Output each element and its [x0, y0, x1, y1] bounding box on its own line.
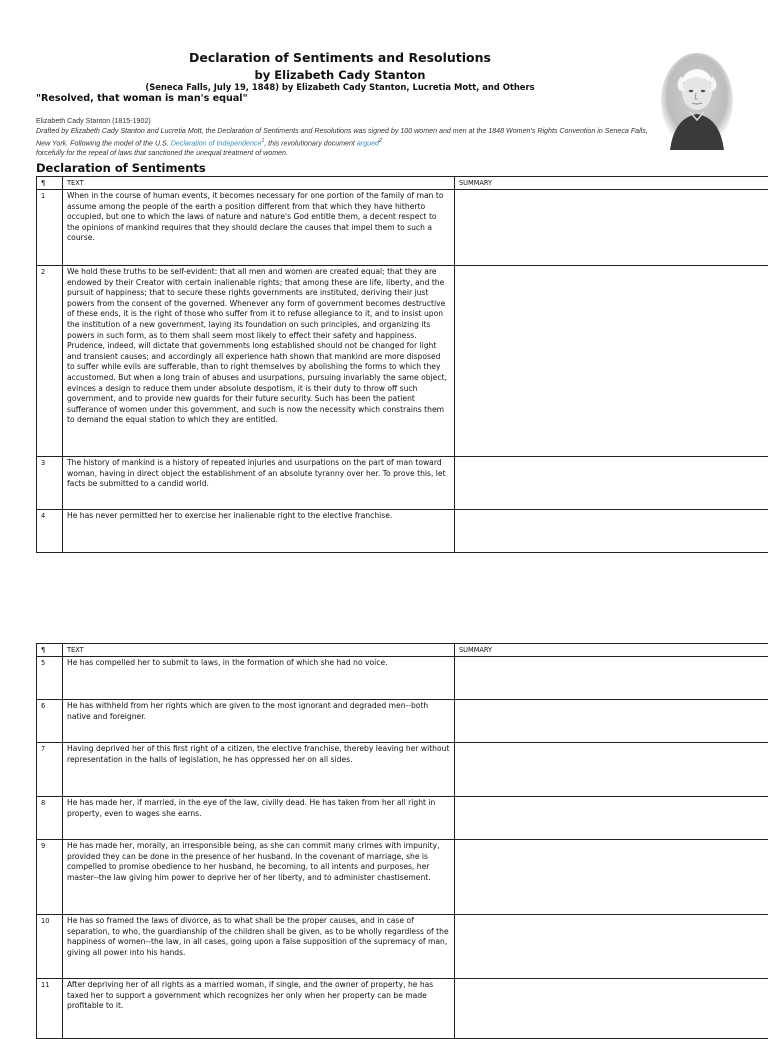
- table-row: [37, 915, 768, 979]
- row-text: The history of mankind is a history of repeated injuries and usurpations on the part of man toward woman, having in direct object the establishment of an absolute tyranny over her. To prove this, let facts be submitted to a candid world.: [63, 457, 455, 510]
- row-text: He has made her, morally, an irresponsible being, as she can commit many crimes with impunity, provided they can be done in the presence of her husband. In the covenant of marriage, she is compelled to promise obedience to her husband, he becoming, to all intents and purposes, her master--the law giving him power to deprive her of her liberty, and to administer chastisement.: [63, 840, 455, 915]
- row-text: He has so framed the laws of divorce, as to what shall be the proper causes, and in case of separation, to who, the guardianship of the children shall be given, as to be wholly regardless of the happiness of women--the law, in all cases, going upon a false supposition of the supremacy of man, giving all power into his hands.: [63, 915, 455, 979]
- row-summary-cell[interactable]: [455, 840, 768, 915]
- row-summary-cell[interactable]: [455, 979, 768, 1039]
- argued-link[interactable]: argued: [357, 139, 379, 147]
- row-number: 10: [37, 915, 63, 979]
- document-byline: by Elizabeth Cady Stanton: [0, 68, 680, 82]
- row-number: 1: [37, 190, 63, 266]
- col-header-num: ¶: [37, 177, 63, 190]
- col-header-text: TEXT: [63, 644, 455, 657]
- row-summary-cell[interactable]: [455, 457, 768, 510]
- section-heading: Declaration of Sentiments: [36, 161, 206, 175]
- row-number: 7: [37, 743, 63, 797]
- row-number: 4: [37, 510, 63, 553]
- table-row: [37, 190, 768, 266]
- row-summary-cell[interactable]: [455, 190, 768, 266]
- row-summary-cell[interactable]: [455, 797, 768, 840]
- table-row: [37, 979, 768, 1039]
- description-part-3: forcefully for the repeal of laws that sanctioned the unequal treatment of women.: [36, 148, 656, 158]
- col-header-summary: SUMMARY: [455, 177, 768, 190]
- sentiments-table-2: [36, 643, 768, 1039]
- resolution-quote: "Resolved, that woman is man's equal": [36, 93, 248, 104]
- footnote-2[interactable]: 2: [379, 138, 382, 144]
- table-header-row: [37, 177, 768, 190]
- row-summary-cell[interactable]: [455, 266, 768, 457]
- footnote-1[interactable]: 1: [261, 138, 264, 144]
- row-number: 2: [37, 266, 63, 457]
- document-subtitle: (Seneca Falls, July 19, 1848) by Elizabeth Cady Stanton, Lucretia Mott, and Others: [0, 82, 680, 92]
- table-row: [37, 840, 768, 915]
- portrait-image: [660, 52, 734, 150]
- row-number: 6: [37, 700, 63, 743]
- row-text: We hold these truths to be self-evident: that all men and women are created equal; that they are endowed by their Creator with certain inalienable rights; that among these are life, liberty, and the pursuit of happiness; that to secure these rights governments are instituted, deriving their just powers from the consent of the governed. Whenever any form of government becomes destructive of these ends, it is the right of those who suffer from it to refuse allegiance to it, and to insist upon the institution of a new government, laying its foundation on such principles, and organizing its powers in such form, as to them shall seem most likely to effect their safety and happiness. Prudence, indeed, will dictate that governments long established should not be changed for light and transient causes; and accordingly all experience hath shown that mankind are more disposed to suffer while evils are sufferable, than to right themselves by abolishing the forms to which they accustomed. But when a long train of abuses and usurpations, pursuing invariably the same object, evinces a design to reduce them under absolute despotism, it is their duty to throw off such government, and to provide new guards for their future security. Such has been the patient sufferance of women under this government, and such is now the necessity which constrains them to demand the equal station to which they are entitled.: [63, 266, 455, 457]
- row-summary-cell[interactable]: [455, 915, 768, 979]
- row-summary-cell[interactable]: [455, 700, 768, 743]
- description-text: [36, 126, 656, 148]
- row-text: He has never permitted her to exercise her inalienable right to the elective franchise.: [63, 510, 455, 553]
- description-part-2: , this revolutionary document: [264, 139, 357, 147]
- row-text: When in the course of human events, it becomes necessary for one portion of the family of man to assume among the people of the earth a position different from that which they have hitherto occupied, but one to which the laws of nature and nature's God entitle them, a decent respect to the opinions of mankind requires that they should declare the causes that impel them to such a course.: [63, 190, 455, 266]
- declaration-link[interactable]: Declaration of Independence: [171, 139, 262, 147]
- row-text: He has compelled her to submit to laws, in the formation of which she had no voice.: [63, 657, 455, 700]
- row-number: 11: [37, 979, 63, 1039]
- table-row: [37, 743, 768, 797]
- col-header-text: TEXT: [63, 177, 455, 190]
- col-header-summary: SUMMARY: [455, 644, 768, 657]
- portrait-icon: [660, 52, 734, 150]
- table-row: [37, 266, 768, 457]
- row-number: 3: [37, 457, 63, 510]
- row-text: He has withheld from her rights which are given to the most ignorant and degraded men--both native and foreigner.: [63, 700, 455, 743]
- row-text: After depriving her of all rights as a married woman, if single, and the owner of property, he has taxed her to support a government which recognizes her only when her property can be made profitable to it.: [63, 979, 455, 1039]
- row-summary-cell[interactable]: [455, 743, 768, 797]
- document-title: Declaration of Sentiments and Resolutions: [0, 50, 680, 65]
- table-row: [37, 657, 768, 700]
- row-summary-cell[interactable]: [455, 510, 768, 553]
- table-row: [37, 457, 768, 510]
- document-description: [36, 116, 656, 158]
- row-number: 9: [37, 840, 63, 915]
- row-number: 8: [37, 797, 63, 840]
- col-header-num: ¶: [37, 644, 63, 657]
- table-row: [37, 510, 768, 553]
- row-text: He has made her, if married, in the eye of the law, civilly dead. He has taken from her all right in property, even to wages she earns.: [63, 797, 455, 840]
- table-row: [37, 797, 768, 840]
- sentiments-table-1: [36, 176, 768, 553]
- row-summary-cell[interactable]: [455, 657, 768, 700]
- author-line: Elizabeth Cady Stanton (1815-1902): [36, 116, 656, 126]
- table-header-row: [37, 644, 768, 657]
- description-part-1: Drafted by Elizabeth Cady Stanton and Lucretia Mott, the Declaration of Sentiments and Resolutions was signed by 100 women and men at the 1848 Women's Rights Convention in Seneca Falls, New York. Following the model of the U.S.: [36, 127, 648, 147]
- row-text: Having deprived her of this first right of a citizen, the elective franchise, thereby leaving her without representation in the halls of legislation, he has oppressed her on all sides.: [63, 743, 455, 797]
- table-row: [37, 700, 768, 743]
- row-number: 5: [37, 657, 63, 700]
